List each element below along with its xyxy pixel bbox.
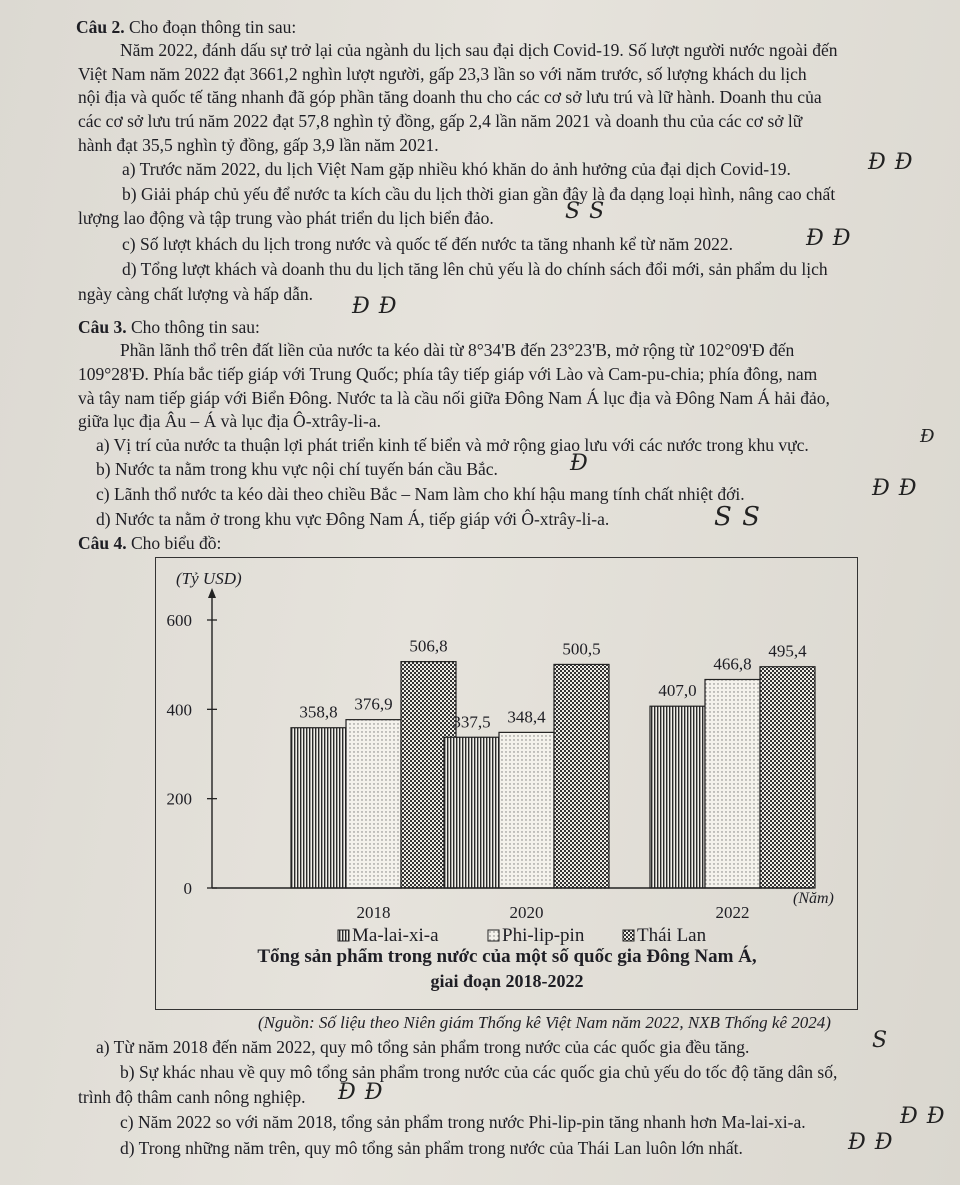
q3-para-line: và tây nam tiếp giáp với Biển Đông. Nước ta là cầu nối giữa Đông Nam Á lục địa và Đông Nam Á hải đảo, xyxy=(78,388,830,408)
chart-subtitle: giai đoạn 2018-2022 xyxy=(430,971,584,991)
handwritten-mark: Đ Đ xyxy=(872,476,918,501)
legend-swatch xyxy=(338,930,349,941)
chart-title: Tổng sản phẩm trong nước của một số quốc gia Đông Nam Á, xyxy=(257,946,757,967)
bar xyxy=(346,720,401,888)
handwritten-mark: Đ Đ xyxy=(900,1104,946,1129)
q4-statement-c: c) Năm 2022 so với năm 2018, tổng sản phẩm trong nước Phi-lip-pin tăng nhanh hơn Ma-lai-xi-a. xyxy=(120,1112,806,1132)
legend-swatch xyxy=(488,930,499,941)
handwritten-mark: Đ xyxy=(570,451,589,476)
y-tick-label: 200 xyxy=(166,789,192,809)
x-tick-label: 2018 xyxy=(356,903,391,922)
bar-chart xyxy=(156,558,857,1009)
bar-value-label: 358,8 xyxy=(299,702,338,722)
handwritten-mark: Đ xyxy=(920,426,936,447)
legend-swatch xyxy=(623,930,634,941)
q2-para-line: Năm 2022, đánh dấu sự trở lại của ngành du lịch sau đại dịch Covid-19. Số lượt người nước ngoài đến xyxy=(120,40,838,60)
q2-title-rest: Cho đoạn thông tin sau: xyxy=(124,17,297,37)
q4-statement-d: d) Trong những năm trên, quy mô tổng sản phẩm trong nước của Thái Lan luôn lớn nhất. xyxy=(120,1138,743,1158)
q2-para-line: Việt Nam năm 2022 đạt 3661,2 nghìn lượt người, gấp 23,3 lần so với năm trước, số lượng khách du lịch xyxy=(78,64,807,84)
legend-label: Ma-lai-xi-a xyxy=(352,925,439,946)
q4-heading xyxy=(78,532,221,554)
q3-statement-b: b) Nước ta nằm trong khu vực nội chí tuyến bán cầu Bắc. xyxy=(96,459,498,479)
q2-heading xyxy=(76,16,296,38)
bar xyxy=(444,737,499,888)
q2-statement-d-cont: ngày càng chất lượng và hấp dẫn. xyxy=(78,284,313,304)
chart-source: (Nguồn: Số liệu theo Niên giám Thống kê Việt Nam năm 2022, NXB Thống kê 2024) xyxy=(258,1013,831,1032)
bar-value-label: 506,8 xyxy=(409,636,448,656)
q3-statement-c: c) Lãnh thổ nước ta kéo dài theo chiều Bắc – Nam làm cho khí hậu mang tính chất nhiệt đới. xyxy=(96,484,745,504)
x-tick-label: 2022 xyxy=(715,903,750,922)
handwritten-mark: S xyxy=(872,1028,889,1053)
q3-statement-d: d) Nước ta nằm ở trong khu vực Đông Nam Á, tiếp giáp với Ô-xtrây-li-a. xyxy=(96,509,610,529)
handwritten-mark: Đ Đ xyxy=(806,226,852,251)
y-tick-label: 0 xyxy=(183,879,192,898)
bar xyxy=(650,706,705,888)
y-axis-arrow xyxy=(208,588,216,598)
handwritten-mark: S S xyxy=(714,502,761,532)
bar-value-label: 407,0 xyxy=(658,681,697,701)
handwritten-mark: Đ Đ xyxy=(868,150,914,175)
q3-para-line: giữa lục địa Âu – Á và lục địa Ô-xtrây-li-a. xyxy=(78,411,381,431)
bar-value-label: 337,5 xyxy=(452,712,491,732)
q2-statement-d: d) Tổng lượt khách và doanh thu du lịch tăng lên chủ yếu là do chính sách đổi mới, sản phẩm du lịch xyxy=(122,259,828,279)
x-axis-label: (Năm) xyxy=(793,890,834,907)
q3-statement-a: a) Vị trí của nước ta thuận lợi phát triển kinh tế biển và mở rộng giao lưu với các nước trong khu vực. xyxy=(96,435,809,455)
bar-value-label: 500,5 xyxy=(562,639,601,659)
q2-statement-a: a) Trước năm 2022, du lịch Việt Nam gặp nhiều khó khăn do ảnh hưởng của đại dịch Covid-19. xyxy=(122,159,791,179)
bar-value-label: 495,4 xyxy=(768,641,807,661)
q3-heading xyxy=(78,316,260,338)
q3-para-line: 109°28'Đ. Phía bắc tiếp giáp với Trung Quốc; phía tây tiếp giáp với Lào và Cam-pu-chia; phía đông, nam xyxy=(78,364,818,384)
bar xyxy=(554,664,609,888)
legend-label: Thái Lan xyxy=(637,925,707,946)
q2-statement-b: b) Giải pháp chủ yếu để nước ta kích cầu du lịch thời gian gần đây là đa dạng loại hình, nâng cao chất xyxy=(122,184,836,204)
q4-statement-b-cont: trình độ thâm canh nông nghiệp. xyxy=(78,1087,306,1107)
q3-para-line: Phần lãnh thổ trên đất liền của nước ta kéo dài từ 8°34'B đến 23°23'B, mở rộng từ 102°09'Đ đến xyxy=(120,340,795,360)
q2-title: Câu 2. xyxy=(76,17,125,37)
q2-statement-c: c) Số lượt khách du lịch trong nước và quốc tế đến nước ta tăng nhanh kể từ năm 2022. xyxy=(122,234,733,254)
handwritten-mark: Đ Đ xyxy=(338,1080,384,1105)
bar xyxy=(291,728,346,888)
q4-statement-b: b) Sự khác nhau về quy mô tổng sản phẩm trong nước của các quốc gia chủ yếu do tốc độ tăng dân số, xyxy=(120,1062,838,1082)
bar xyxy=(705,679,760,888)
chart-frame xyxy=(155,557,858,1010)
q3-title-rest: Cho thông tin sau: xyxy=(126,317,260,337)
q4-title: Câu 4. xyxy=(78,533,127,553)
q2-para-line: hành đạt 35,5 nghìn tỷ đồng, gấp 3,9 lần năm 2021. xyxy=(78,135,439,155)
q2-para-line: nội địa và quốc tế tăng nhanh đã góp phần tăng doanh thu cho các cơ sở lưu trú và lữ hành. Doanh thu của xyxy=(78,87,822,107)
handwritten-mark: Đ Đ xyxy=(848,1130,894,1155)
q3-title: Câu 3. xyxy=(78,317,127,337)
y-axis-label: (Tỷ USD) xyxy=(176,569,242,588)
handwritten-mark: Đ Đ xyxy=(352,294,398,319)
y-tick-label: 600 xyxy=(166,611,192,630)
q2-statement-b-cont: lượng lao động và tập trung vào phát triển du lịch biển đảo. xyxy=(78,208,494,228)
bar-value-label: 376,9 xyxy=(354,694,393,714)
bar xyxy=(760,667,815,888)
x-tick-label: 2020 xyxy=(509,903,544,922)
q4-statement-a: a) Từ năm 2018 đến năm 2022, quy mô tổng sản phẩm trong nước của các quốc gia đều tăng. xyxy=(96,1037,750,1057)
bar-value-label: 348,4 xyxy=(507,707,546,727)
bar-value-label: 466,8 xyxy=(713,654,752,674)
y-tick-label: 400 xyxy=(166,700,192,720)
legend xyxy=(338,925,707,946)
handwritten-mark: S S xyxy=(565,199,606,224)
bar xyxy=(499,732,554,888)
q2-para-line: các cơ sở lưu trú năm 2022 đạt 57,8 nghìn tỷ đồng, gấp 2,4 lần năm 2021 và doanh thu của các cơ sở lữ xyxy=(78,111,803,131)
legend-label: Phi-lip-pin xyxy=(502,925,585,946)
q4-title-rest: Cho biểu đồ: xyxy=(126,533,222,553)
